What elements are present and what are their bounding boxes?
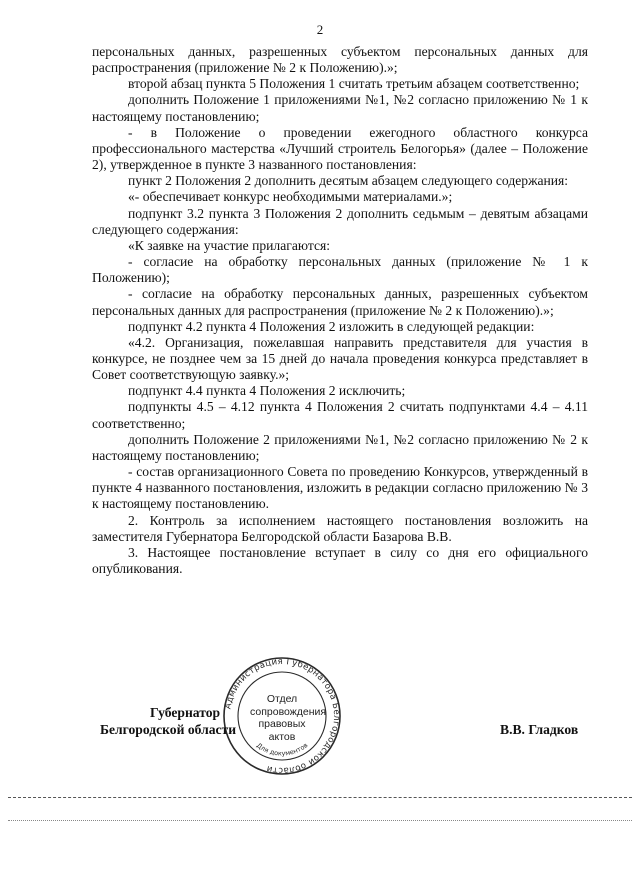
paragraph: второй абзац пункта 5 Положения 1 считать третьим абзацем соответственно; [128,76,580,92]
paragraph: подпункт 3.2 пункта 3 Положения 2 дополнить седьмым – девятым абзацами следующего содержания: [92,205,588,237]
paragraph: - в Положение о проведении ежегодного областного конкурса профессионального мастерства «Лучший строитель Белогорья» (далее – Положение 2), утвержденное в пункте 3 названного постановления: [92,124,588,173]
paragraph: дополнить Положение 2 приложениями №1, №2 согласно приложению № 2 к настоящему постановлению; [92,431,588,463]
signatory-region: Белгородской области [100,722,237,737]
page-divider [8,797,632,798]
stamp-ring-text: Администрация Губернатора Белгородской области [223,656,342,776]
stamp-line: актов [268,730,296,743]
page-divider [8,820,632,821]
paragraph: подпункт 4.4 пункта 4 Положения 2 исключить; [128,383,406,399]
stamp-line: правовых [258,718,306,730]
stamp-line: Отдел [266,693,298,705]
paragraph: персональных данных, разрешенных субъектом персональных данных для распространения (приложение № 2 к Положению).»; [92,44,588,76]
page-number: 2 [316,22,324,37]
paragraph: 2. Контроль за исполнением настоящего постановления возложить на заместителя Губернатора Белгородской области Базарова В.В. [92,512,588,544]
paragraph: 3. Настоящее постановление вступает в силу со дня его официального опубликования. [92,544,588,576]
paragraph: подпункт 4.2 пункта 4 Положения 2 изложить в следующей редакции: [128,318,535,334]
document-body [92,44,588,577]
paragraph: пункт 2 Положения 2 дополнить десятым абзацем следующего содержания: [128,173,569,189]
paragraph: подпункты 4.5 – 4.12 пункта 4 Положения 2 считать подпунктами 4.4 – 4.11 соответственно; [92,399,588,431]
paragraph: дополнить Положение 1 приложениями №1, №2 согласно приложению № 1 к настоящему постановлению; [92,92,588,124]
paragraph: - состав организационного Совета по проведению Конкурсов, утвержденный в пункте 4 названного постановления, изложить в редакции согласно приложению № 3 к настоящему постановлению. [92,464,588,512]
stamp-inner-text: Для документов [254,741,310,758]
paragraph: - согласие на обработку персональных данных, разрешенных субъектом персональных данных для распространения (приложение № 2 к Положению).»; [92,286,588,318]
paragraph: «К заявке на участие прилагаются: [128,237,331,253]
signatory-title: Губернатор [150,705,221,720]
paragraph: «4.2. Организация, пожелавшая направить представителя для участия в конкурсе, не позднее чем за 15 дней до начала проведения конкурса представляет в Совет соответствующую заявку.»; [92,334,588,383]
signatory-name: В.В. Гладков [500,722,579,737]
paragraph: «- обеспечивает конкурс необходимыми материалами.»; [128,189,453,205]
stamp-line: сопровождения [250,705,327,718]
paragraph: - согласие на обработку персональных данных (приложение № 1 к Положению); [92,254,588,286]
signature-block [0,704,640,784]
